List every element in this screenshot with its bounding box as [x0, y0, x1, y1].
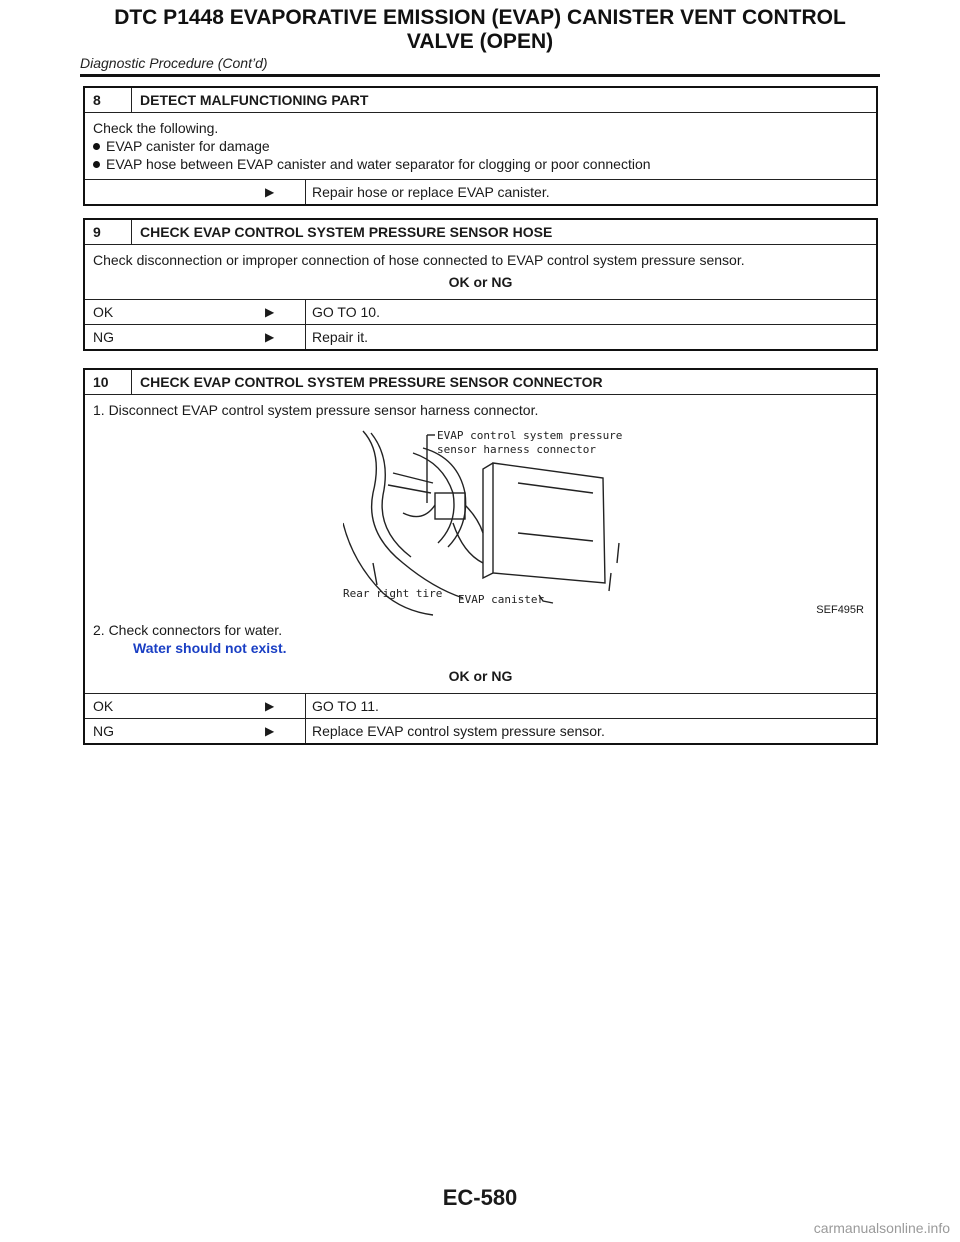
ok-or-ng-label: OK or NG — [448, 668, 513, 684]
step-9-body — [85, 245, 876, 300]
step-number: 9 — [85, 220, 132, 244]
step-10-box — [83, 368, 878, 745]
bullet-item — [93, 137, 868, 155]
page-header — [80, 6, 880, 71]
step-10-result-ok — [85, 694, 876, 719]
header-rule — [80, 74, 880, 77]
arrow-right-icon: ▶ — [265, 699, 275, 713]
step-title: DETECT MALFUNCTIONING PART — [140, 92, 369, 108]
figure-label-canister: EVAP canister — [458, 593, 545, 606]
result-action: Replace EVAP control system pressure sensor. — [305, 719, 605, 743]
watermark-link[interactable]: carmanualsonline.info — [813, 1220, 950, 1236]
step-8-box — [83, 86, 878, 206]
result-action: Repair it. — [305, 325, 368, 349]
step-instruction-1: 1. Disconnect EVAP control system pressure sensor harness connector. — [93, 402, 539, 418]
bullet-icon — [93, 161, 100, 168]
ok-or-ng-label: OK or NG — [448, 274, 513, 290]
page-number: EC-580 — [442, 1185, 518, 1210]
figure-label-connector-2: sensor harness connector — [437, 443, 596, 456]
bullet-icon — [93, 143, 100, 150]
figure-label-tire: Rear right tire — [343, 587, 443, 600]
step-10-header — [85, 370, 876, 395]
step-instruction-2: 2. Check connectors for water. — [93, 622, 283, 638]
bullet-text: EVAP canister for damage — [106, 138, 270, 154]
result-action: GO TO 10. — [305, 300, 380, 324]
bullet-text: EVAP hose between EVAP canister and water separator for clogging or poor connection — [106, 156, 651, 172]
arrow-right-icon: ▶ — [265, 185, 275, 199]
result-label: NG — [93, 329, 114, 345]
step-intro: Check the following. — [93, 120, 219, 136]
step-9-result-ok — [85, 300, 876, 325]
step-instruction: Check disconnection or improper connection of hose connected to EVAP control system pressure sensor. — [93, 252, 745, 268]
result-label: OK — [93, 304, 114, 320]
connector-diagram — [343, 423, 643, 619]
step-10-body — [85, 395, 876, 694]
result-label: NG — [93, 723, 114, 739]
step-number: 8 — [85, 88, 132, 112]
result-action: GO TO 11. — [305, 694, 379, 718]
step-10-result-ng — [85, 719, 876, 743]
result-action: Repair hose or replace EVAP canister. — [305, 180, 550, 204]
step-title: CHECK EVAP CONTROL SYSTEM PRESSURE SENSOR HOSE — [140, 224, 553, 240]
page-subtitle: Diagnostic Procedure (Cont’d) — [80, 55, 268, 71]
page-title-line2: VALVE (OPEN) — [406, 30, 554, 53]
result-label: OK — [93, 698, 114, 714]
step-8-body — [85, 113, 876, 180]
spec-text: Water should not exist. — [133, 640, 287, 656]
arrow-right-icon: ▶ — [265, 330, 275, 344]
arrow-right-icon: ▶ — [265, 724, 275, 738]
connector-figure — [93, 423, 868, 621]
figure-code: SEF495R — [816, 604, 864, 616]
step-9-header — [85, 220, 876, 245]
bullet-item — [93, 155, 868, 173]
step-8-header — [85, 88, 876, 113]
step-9-result-ng — [85, 325, 876, 349]
page-title-line1: DTC P1448 EVAPORATIVE EMISSION (EVAP) CANISTER VENT CONTROL — [114, 6, 846, 29]
figure-label-connector-1: EVAP control system pressure — [437, 429, 623, 442]
step-8-result — [85, 180, 876, 204]
step-title: CHECK EVAP CONTROL SYSTEM PRESSURE SENSOR CONNECTOR — [140, 374, 603, 390]
arrow-right-icon: ▶ — [265, 305, 275, 319]
step-number: 10 — [85, 370, 132, 394]
step-9-box — [83, 218, 878, 351]
